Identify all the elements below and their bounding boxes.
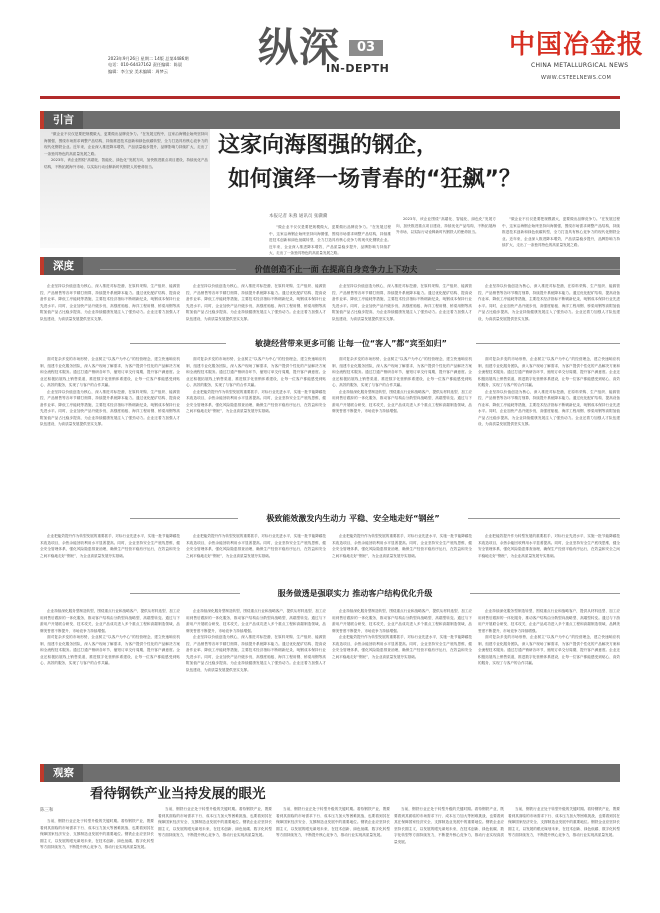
section-2-paragraph: 面对复杂多变的市场形势，企业树立“以客户为中心”的经营理念，建立快速响应机制，组建专业化服务团队，深入客户现场了解需求，为客户提供个性化的产品解决方案和全流程技术服务。通过打通产销研各环节，缩短订单交付周期，提升客户满意度。企业还积极拓展线上销售渠道，推进数字化营销体系建设，让每一位客户都能感受到贴心、高效的服务，实现了与客户的合作共赢。 [478,357,620,387]
section-2-col-3 [332,356,472,506]
section-3-col-2 [186,533,326,579]
commentary-col-5 [508,806,620,904]
section-3-paragraph: 企业把能效提升作为转型发展的重要抓手，对标行业先进水平，实施一批节能降碳技术改造项目，余热余能回收利用水平显著提高。同时，企业坚持安全生产底线思维，健全安全管理体系，强化风险隐患排查治理，确保生产经营平稳有序运行，在效益和安全之间平稳地走好“钢丝”，为企业高质量发展夯实基础。 [478,534,620,558]
intro-col-2 [396,216,496,250]
section-1-paragraph: 企业坚持以价值创造为核心，深入推进对标挖潜，在原料采购、生产组织、能源管控、产品销售等各环节精打细算，持续提升系统降本能力。通过优化配矿结构、提高设备作业率、降低工序能耗等措施，主要技术经济指标不断刷新纪录，吨钢成本保持行业先进水平。同时，企业加快产品升级步伐，高强度船板、海洋工程用钢、桥梁用钢等高附加值产品占比稳步提高，为企业持续健康发展注入了强劲动力。企业还着力加强人才队伍建设，为高质量发展提供坚实支撑。 [40,284,180,321]
section-3-col-1 [40,533,180,579]
commentary-byline: 陈三和 [40,808,54,813]
section-rule [130,518,238,519]
commentary-col-3 [276,806,390,904]
section-rule [130,343,226,344]
section-1-paragraph: 企业坚持以价值创造为核心，深入推进对标挖潜，在原料采购、生产组织、能源管控、产品销售等各环节精打细算，持续提升系统降本能力。通过优化配矿结构、提高设备作业率、降低工序能耗等措施，主要技术经济指标不断刷新纪录，吨钢成本保持行业先进水平。同时，企业加快产品升级步伐，高强度船板、海洋工程用钢、桥梁用钢等高附加值产品占比稳步提高，为企业持续健康发展注入了强劲动力。企业还着力加强人才队伍建设，为高质量发展提供坚实支撑。 [332,284,472,321]
section-2-paragraph: 企业把能效提升作为转型发展的重要抓手，对标行业先进水平，实施一批节能降碳技术改造项目，余热余能回收利用水平显著提高。同时，企业坚持安全生产底线思维，健全安全管理体系，强化风险隐患排查治理，确保生产经营平稳有序运行，在效益和安全之间平稳地走好“钢丝”，为企业高质量发展夯实基础。 [186,389,326,413]
section-2-col-4 [478,356,620,506]
page-number: 03 [349,40,383,56]
section-1-paragraph: 企业坚持以价值创造为核心，深入推进对标挖潜，在原料采购、生产组织、能源管控、产品销售等各环节精打细算，持续提升系统降本能力。通过优化配矿结构、提高设备作业率、降低工序能耗等措施，主要技术经济指标不断刷新纪录，吨钢成本保持行业先进水平。同时，企业加快产品升级步伐，高强度船板、海洋工程用钢、桥梁用钢等高附加值产品占比稳步提高，为企业持续健康发展注入了强劲动力。企业还着力加强人才队伍建设，为高质量发展提供坚实支撑。 [478,284,620,321]
section-1-paragraph: 企业坚持以价值创造为核心，深入推进对标挖潜，在原料采购、生产组织、能源管控、产品销售等各环节精打细算，持续提升系统降本能力。通过优化配矿结构、提高设备作业率、降低工序能耗等措施，主要技术经济指标不断刷新纪录，吨钢成本保持行业先进水平。同时，企业加快产品升级步伐，高强度船板、海洋工程用钢、桥梁用钢等高附加值产品占比稳步提高，为企业持续健康发展注入了强劲动力。企业还着力加强人才队伍建设，为高质量发展提供坚实支撑。 [186,284,326,321]
section-2-col-1 [40,356,180,506]
section-4-paragraph: 面对复杂多变的市场形势，企业树立“以客户为中心”的经营理念，建立快速响应机制，组建专业化服务团队，深入客户现场了解需求，为客户提供个性化的产品解决方案和全流程技术服务。通过打通产销研各环节，缩短订单交付周期，提升客户满意度。企业还积极拓展线上销售渠道，推进数字化营销体系建设，让每一位客户都能感受到贴心、高效的服务，实现了与客户的合作共赢。 [478,635,620,665]
section-heading: 敏捷经营带来更多可能 让每一位“客人”都“宾至如归” [255,339,447,348]
intro-band [40,111,620,129]
section-3-paragraph: 企业把能效提升作为转型发展的重要抓手，对标行业先进水平，实施一批节能降碳技术改造项目，余热余能回收利用水平显著提高。同时，企业坚持安全生产底线思维，健全安全管理体系，强化风险隐患排查治理，确保生产经营平稳有序运行，在效益和安全之间平稳地走好“钢丝”，为企业高质量发展夯实基础。 [40,534,180,558]
intro-col-1-paragraph: “做企业不仅仅是要把规模做大，更要做出品牌竞争力。”在发展过程中，这家沿海钢企始终坚持向海图强，围绕市场需求调整产品结构，持续推进技术创新和绿色低碳转型，全力打造具有核心竞争力的现代化钢铁企业。近年来，企业深入推进降本增效，产品质量稳步提升，品牌影响力持续扩大，走出了一条独具特色的高质量发展之路。 [269,225,391,255]
intro-lead-text [44,131,208,241]
section-4-col-3 [332,608,472,732]
newspaper-logo: 中国冶金报 [509,30,645,60]
section-heading: 价值创造不止一面 在提高自身竞争力上下功夫 [254,265,418,274]
section-4-col-1 [40,608,180,732]
depth-tag: 深度 [40,257,83,275]
commentary-paragraph: 当前，钢铁行业正处于转型升级的关键时期。看待钢铁产业，既要看到其面临的市场需求下行、成本压力加大等困难挑战，也要看到其在保障国家经济安全、支撑制造业发展中的重要地位。钢铁企业应坚持长期主义，以发展的眼光谋划未来，在技术创新、绿色低碳、数字化转型等方面持续发力，不断提升核心竞争力，推动行业实现高质量发展。 [508,807,620,837]
section-1-col-4 [478,283,620,335]
newspaper-url: WWW.CSTEELNEWS.COM [541,75,612,81]
section-1-col-3 [332,283,472,335]
intro-lead-paragraph: “做企业不仅仅是要把规模做大，更要做出品牌竞争力。”在发展过程中，这家沿海钢企始终坚持向海图强，围绕市场需求调整产品结构，持续推进技术创新和绿色低碳转型，全力打造具有核心竞争力的现代化钢铁企业。近年来，企业深入推进降本增效，产品质量稳步提升，品牌影响力持续扩大，走出了一条独具特色的高质量发展之路。 [44,132,208,156]
commentary-col-1 [40,818,154,904]
section-4-col-2 [186,608,326,732]
section-3-col-3 [332,533,472,579]
commentary-paragraph: 当前，钢铁行业正处于转型升级的关键时期。看待钢铁产业，既要看到其面临的市场需求下行、成本压力加大等困难挑战，也要看到其在保障国家经济安全、支撑制造业发展中的重要地位。钢铁企业应坚持长期主义，以发展的眼光谋划未来，在技术创新、绿色低碳、数字化转型等方面持续发力，不断提升核心竞争力，推动行业实现高质量发展。 [40,819,154,849]
section-2-paragraph: 企业坚持以价值创造为核心，深入推进对标挖潜，在原料采购、生产组织、能源管控、产品销售等各环节精打细算，持续提升系统降本能力。通过优化配矿结构、提高设备作业率、降低工序能耗等措施，主要技术经济指标不断刷新纪录，吨钢成本保持行业先进水平。同时，企业加快产品升级步伐，高强度船板、海洋工程用钢、桥梁用钢等高附加值产品占比稳步提高，为企业持续健康发展注入了强劲动力。企业还着力加强人才队伍建设，为高质量发展提供坚实支撑。 [478,389,620,426]
intro-col-2-paragraph: 2023年，该企业围绕“高端化、智能化、绿色化”发展方向，加快推进重点项目建设，持续优化产品结构，不断拓展海外市场，以实际行动诠释新时代钢铁人的使命担当。 [396,217,496,234]
section-3-paragraph: 企业把能效提升作为转型发展的重要抓手，对标行业先进水平，实施一批节能降碳技术改造项目，余热余能回收利用水平显著提高。同时，企业坚持安全生产底线思维，健全安全管理体系，强化风险隐患排查治理，确保生产经营平稳有序运行，在效益和安全之间平稳地走好“钢丝”，为企业高质量发展夯实基础。 [186,534,326,558]
intro-col-3 [502,216,620,250]
byline: 本报记者 朱燕 通讯员 张骥骥 [269,214,328,219]
observe-band [40,764,620,782]
commentary-paragraph: 当前，钢铁行业正处于转型升级的关键时期。看待钢铁产业，既要看到其面临的市场需求下行、成本压力加大等困难挑战，也要看到其在保障国家经济安全、支撑制造业发展中的重要地位。钢铁企业应坚持长期主义，以发展的眼光谋划未来，在技术创新、绿色低碳、数字化转型等方面持续发力，不断提升核心竞争力，推动行业实现高质量发展。 [394,807,504,844]
section-2-paragraph: 面对复杂多变的市场形势，企业树立“以客户为中心”的经营理念，建立快速响应机制，组建专业化服务团队，深入客户现场了解需求，为客户提供个性化的产品解决方案和全流程技术服务。通过打通产销研各环节，缩短订单交付周期，提升客户满意度。企业还积极拓展线上销售渠道，推进数字化营销体系建设，让每一位客户都能感受到贴心、高效的服务，实现了与客户的合作共赢。 [186,357,326,387]
issue-info [108,56,228,75]
commentary-paragraph: 当前，钢铁行业正处于转型升级的关键时期。看待钢铁产业，既要看到其面临的市场需求下行、成本压力加大等困难挑战，也要看到其在保障国家经济安全、支撑制造业发展中的重要地位。钢铁企业应坚持长期主义，以发展的眼光谋划未来，在技术创新、绿色低碳、数字化转型等方面持续发力，不断提升核心竞争力，推动行业实现高质量发展。 [158,807,272,837]
observe-tag: 观察 [40,764,83,782]
intro-col-1 [269,224,391,255]
section-2-paragraph: 面对复杂多变的市场形势，企业树立“以客户为中心”的经营理念，建立快速响应机制，组建专业化服务团队，深入客户现场了解需求，为客户提供个性化的产品解决方案和全流程技术服务。通过打通产销研各环节，缩短订单交付周期，提升客户满意度。企业还积极拓展线上销售渠道，推进数字化营销体系建设，让每一位客户都能感受到贴心、高效的服务，实现了与客户的合作共赢。 [332,357,472,387]
column-name-en: IN-DEPTH [326,62,390,75]
section-1-col-1 [40,283,180,335]
newspaper-logo-en: CHINA METALLURGICAL NEWS [531,62,629,69]
section-4-paragraph: 企业把能效提升作为转型发展的重要抓手，对标行业先进水平，实施一批节能降碳技术改造项目，余热余能回收利用水平显著提高。同时，企业坚持安全生产底线思维，健全安全管理体系，强化风险隐患排查治理，确保生产经营平稳有序运行，在效益和安全之间平稳地走好“钢丝”，为企业高质量发展夯实基础。 [332,635,472,659]
intro-col-3-paragraph: “做企业不仅仅是要把规模做大，更要做出品牌竞争力。”在发展过程中，这家沿海钢企始终坚持向海图强，围绕市场需求调整产品结构，持续推进技术创新和绿色低碳转型，全力打造具有核心竞争力的现代化钢铁企业。近年来，企业深入推进降本增效，产品质量稳步提升，品牌影响力持续扩大，走出了一条独具特色的高质量发展之路。 [502,217,620,247]
commentary-title: 看待钢铁产业当持发展的眼光 [90,786,266,802]
section-3-paragraph: 企业把能效提升作为转型发展的重要抓手，对标行业先进水平，实施一批节能降碳技术改造项目，余热余能回收利用水平显著提高。同时，企业坚持安全生产底线思维，健全安全管理体系，强化风险隐患排查治理，确保生产经营平稳有序运行，在效益和安全之间平稳地走好“钢丝”，为企业高质量发展夯实基础。 [332,534,472,558]
section-2-paragraph: 企业坚持以价值创造为核心，深入推进对标挖潜，在原料采购、生产组织、能源管控、产品销售等各环节精打细算，持续提升系统降本能力。通过优化配矿结构、提高设备作业率、降低工序能耗等措施，主要技术经济指标不断刷新纪录，吨钢成本保持行业先进水平。同时，企业加快产品升级步伐，高强度船板、海洋工程用钢、桥梁用钢等高附加值产品占比稳步提高，为企业持续健康发展注入了强劲动力。企业还着力加强人才队伍建设，为高质量发展提供坚实支撑。 [40,389,180,426]
section-4-paragraph: 企业持续深化服务型制造转型，围绕重点行业和战略客户，提供从材料选型、加工应用到售后跟踪的一体化服务，推动客户结构由分散型向战略型、高端型转变。通过与下游用户开展联合研发、技术攻关，企业产品成功进入多个重点工程和高端制造领域，品牌美誉度不断提升，市场竞争力持续增强。 [478,609,620,633]
section-rule [436,269,620,270]
commentary-col-4 [394,806,504,904]
headline-line-1: 这家向海图强的钢企， [218,133,439,158]
section-rule [100,269,236,270]
section-heading: 极致能效激发内生动力 平稳、安全地走好“钢丝” [266,514,440,523]
section-rule [476,343,620,344]
section-2-paragraph: 面对复杂多变的市场形势，企业树立“以客户为中心”的经营理念，建立快速响应机制，组建专业化服务团队，深入客户现场了解需求，为客户提供个性化的产品解决方案和全流程技术服务。通过打通产销研各环节，缩短订单交付周期，提升客户满意度。企业还积极拓展线上销售渠道，推进数字化营销体系建设，让每一位客户都能感受到贴心、高效的服务，实现了与客户的合作共赢。 [40,357,180,387]
section-4-paragraph: 企业持续深化服务型制造转型，围绕重点行业和战略客户，提供从材料选型、加工应用到售后跟踪的一体化服务，推动客户结构由分散型向战略型、高端型转变。通过与下游用户开展联合研发、技术攻关，企业产品成功进入多个重点工程和高端制造领域，品牌美誉度不断提升，市场竞争力持续增强。 [186,609,326,633]
section-2-col-2 [186,356,326,506]
section-heading: 服务做透是强联实力 推动客户结构优化升级 [277,589,433,598]
section-4-paragraph: 企业持续深化服务型制造转型，围绕重点行业和战略客户，提供从材料选型、加工应用到售后跟踪的一体化服务，推动客户结构由分散型向战略型、高端型转变。通过与下游用户开展联合研发、技术攻关，企业产品成功进入多个重点工程和高端制造领域，品牌美誉度不断提升，市场竞争力持续增强。 [332,609,472,633]
commentary-col-2 [158,806,272,904]
issue-info-line: 编辑：李立安 美术编辑：周梦云 [108,68,168,74]
issue-info-line: 电话：010-64437162 责任编辑：陈晨 [108,62,183,68]
intro-tag: 引言 [40,111,83,129]
column-name: 纵深 [258,24,340,71]
commentary-paragraph: 当前，钢铁行业正处于转型升级的关键时期。看待钢铁产业，既要看到其面临的市场需求下行、成本压力加大等困难挑战，也要看到其在保障国家经济安全、支撑制造业发展中的重要地位。钢铁企业应坚持长期主义，以发展的眼光谋划未来，在技术创新、绿色低碳、数字化转型等方面持续发力，不断提升核心竞争力，推动行业实现高质量发展。 [276,807,390,837]
section-rule [468,518,620,519]
issue-info-line: 2023年9月26日 星期二 14版 总第4486期 [108,56,189,61]
section-rule [470,593,620,594]
masthead-rule [40,96,620,99]
section-4-paragraph: 企业持续深化服务型制造转型，围绕重点行业和战略客户，提供从材料选型、加工应用到售后跟踪的一体化服务，推动客户结构由分散型向战略型、高端型转变。通过与下游用户开展联合研发、技术攻关，企业产品成功进入多个重点工程和高端制造领域，品牌美誉度不断提升，市场竞争力持续增强。 [40,609,180,633]
section-1-col-2 [186,283,326,335]
section-3-col-4 [478,533,620,579]
section-2-paragraph: 企业持续深化服务型制造转型，围绕重点行业和战略客户，提供从材料选型、加工应用到售后跟踪的一体化服务，推动客户结构由分散型向战略型、高端型转变。通过与下游用户开展联合研发、技术攻关，企业产品成功进入多个重点工程和高端制造领域，品牌美誉度不断提升，市场竞争力持续增强。 [332,389,472,413]
headline-line-2: 如何演绎一场青春的“狂飙”？ [228,167,521,192]
section-4-paragraph: 企业坚持以价值创造为核心，深入推进对标挖潜，在原料采购、生产组织、能源管控、产品销售等各环节精打细算，持续提升系统降本能力。通过优化配矿结构、提高设备作业率、降低工序能耗等措施，主要技术经济指标不断刷新纪录，吨钢成本保持行业先进水平。同时，企业加快产品升级步伐，高强度船板、海洋工程用钢、桥梁用钢等高附加值产品占比稳步提高，为企业持续健康发展注入了强劲动力。企业还着力加强人才队伍建设，为高质量发展提供坚实支撑。 [186,635,326,672]
intro-aside-paragraph: 2023年，该企业围绕“高端化、智能化、绿色化”发展方向，加快推进重点项目建设，持续优化产品结构，不断拓展海外市场，以实际行动诠释新时代钢铁人的使命担当。 [44,158,208,169]
section-4-col-4 [478,608,620,732]
section-rule [130,593,240,594]
section-4-paragraph: 面对复杂多变的市场形势，企业树立“以客户为中心”的经营理念，建立快速响应机制，组建专业化服务团队，深入客户现场了解需求，为客户提供个性化的产品解决方案和全流程技术服务。通过打通产销研各环节，缩短订单交付周期，提升客户满意度。企业还积极拓展线上销售渠道，推进数字化营销体系建设，让每一位客户都能感受到贴心、高效的服务，实现了与客户的合作共赢。 [40,635,180,665]
